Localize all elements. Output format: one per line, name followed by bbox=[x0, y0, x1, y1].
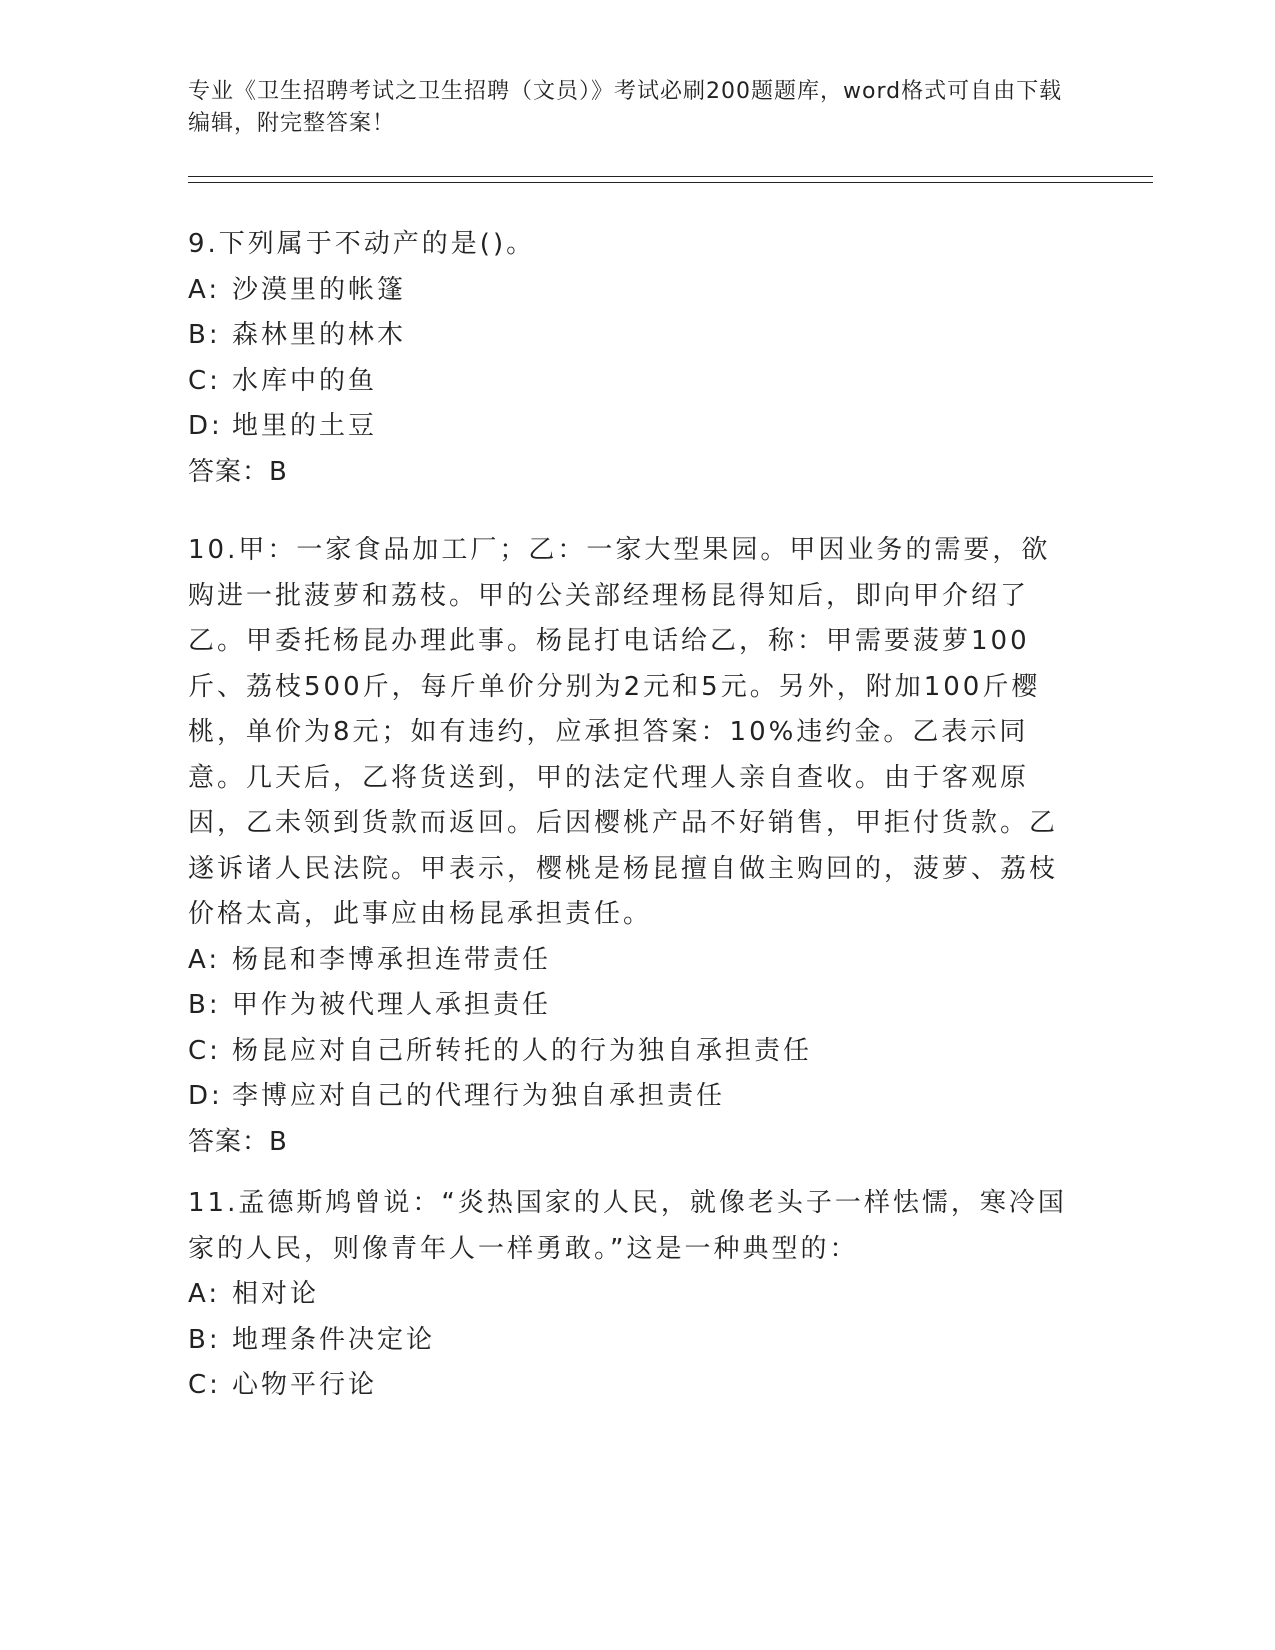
question-9 bbox=[188, 222, 1078, 495]
option-b bbox=[188, 1318, 1078, 1364]
document-header-text: 专业《卫生招聘考试之卫生招聘（文员）》考试必刷200题题库，word格式可自由下载编辑，附完整答案！ bbox=[188, 79, 1063, 136]
question-11 bbox=[188, 1181, 1078, 1409]
question-stem: 11.孟德斯鸠曾说：“炎热国家的人民，就像老头子一样怯懦，寒冷国家的人民，则像青年人一样勇敢。”这是一种典型的： bbox=[188, 1188, 1067, 1264]
answer-line: 答案：B bbox=[188, 1126, 288, 1157]
option-c bbox=[188, 359, 1078, 405]
header-divider-top bbox=[188, 176, 1153, 177]
option-key: B: bbox=[188, 990, 221, 1020]
option-text: 心物平行论 bbox=[232, 1370, 378, 1400]
option-c bbox=[188, 1029, 1078, 1075]
option-text: 沙漠里的帐篷 bbox=[232, 274, 407, 305]
option-key: C: bbox=[188, 1035, 221, 1066]
option-c bbox=[188, 1363, 1078, 1409]
question-stem: 10.甲：一家食品加工厂；乙：一家大型果园。甲因业务的需要，欲购进一批菠萝和荔枝。甲的公关部经理杨昆得知后，即向甲介绍了乙。甲委托杨昆办理此事。杨昆打电话给乙，称：甲需要菠萝100斤、荔枝500斤，每斤单价分别为2元和5元。另外，附加100斤樱桃，单价为8元；如有违约，应承担答案：10%违约金。乙表示同意。几天后，乙将货送到，甲的法定代理人亲自查收。由于客观原因，乙未领到货款而返回。后因樱桃产品不好销售，甲拒付货款。乙遂诉诸人民法院。甲表示，樱桃是杨昆擅自做主购回的，菠萝、荔枝价格太高，此事应由杨昆承担责任。 bbox=[188, 535, 1059, 929]
option-a bbox=[188, 938, 1078, 984]
option-key: C: bbox=[188, 365, 221, 396]
question-10 bbox=[188, 528, 1078, 1165]
option-key: A: bbox=[188, 1279, 221, 1309]
option-text: 水库中的鱼 bbox=[232, 365, 378, 396]
option-key: C: bbox=[188, 1370, 221, 1400]
option-d bbox=[188, 1074, 1078, 1120]
option-a bbox=[188, 1272, 1078, 1318]
option-b bbox=[188, 313, 1078, 359]
option-a bbox=[188, 268, 1078, 314]
option-text: 地理条件决定论 bbox=[232, 1324, 436, 1355]
option-text: 地里的土豆 bbox=[232, 411, 378, 441]
option-key: A: bbox=[188, 274, 221, 305]
option-text: 甲作为被代理人承担责任 bbox=[232, 990, 552, 1020]
option-text: 杨昆和李博承担连带责任 bbox=[232, 944, 552, 975]
option-key: D: bbox=[188, 411, 223, 441]
option-text: 杨昆应对自己所转托的人的行为独自承担责任 bbox=[232, 1035, 813, 1066]
option-text: 森林里的林木 bbox=[232, 320, 407, 350]
question-stem: 9.下列属于不动产的是()。 bbox=[188, 229, 536, 259]
option-d bbox=[188, 404, 1078, 450]
option-key: A: bbox=[188, 944, 221, 975]
option-b bbox=[188, 983, 1078, 1029]
option-key: D: bbox=[188, 1081, 223, 1111]
answer-line: 答案：B bbox=[188, 456, 288, 487]
option-text: 李博应对自己的代理行为独自承担责任 bbox=[232, 1081, 726, 1111]
option-text: 相对论 bbox=[232, 1279, 320, 1309]
option-key: B: bbox=[188, 1324, 221, 1355]
option-key: B: bbox=[188, 320, 221, 350]
header-divider-bottom bbox=[188, 182, 1153, 183]
